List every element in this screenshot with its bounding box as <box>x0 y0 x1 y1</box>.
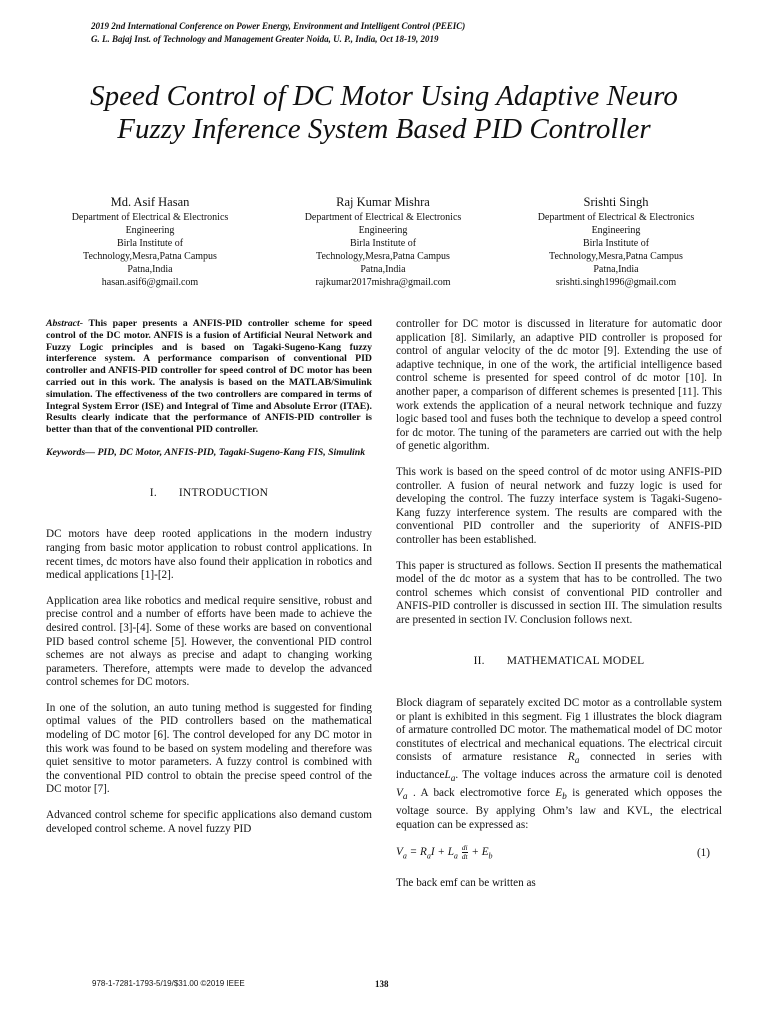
paper-title <box>40 80 728 146</box>
author-institute-cont: Technology,Mesra,Patna Campus <box>83 251 217 262</box>
section-number: I. <box>149 486 157 499</box>
section-heading <box>396 655 722 669</box>
section-number: II. <box>473 655 485 668</box>
math-va: $V_a$ <box>396 787 408 803</box>
author-location: Patna,India <box>127 264 173 275</box>
equation-number: (1) <box>696 846 710 859</box>
math-la: $L_a$ <box>444 769 456 785</box>
author-location: Patna,India <box>360 264 406 275</box>
conference-header <box>91 20 711 46</box>
paragraph: DC motors have deep rooted applications in the modern industry ranging from basic motor application to robust control applications. In recent times, dc motors have also found their application in robotics and medical applications [1]-[2]. <box>46 528 372 582</box>
right-column <box>396 318 722 891</box>
paragraph: This work is based on the speed control of dc motor using ANFIS-PID controller. A fusion of neural network and fuzzy logic is used for developing the control. The fuzzy interface system is Tagaki-Sugeno-Kang fuzzy interference system. The results are compared with the conventional PID controller and the superiority of ANFIS-PID controller has been established. <box>396 465 722 546</box>
math-ra: $R_a$ <box>567 751 580 767</box>
author-institute: Birla Institute of <box>116 238 184 249</box>
section-title: INTRODUCTION <box>178 486 269 499</box>
text-run: . A back electromotive force <box>407 787 556 800</box>
text-run: . The voltage induces across the armature coil is denoted <box>455 769 722 782</box>
author-location: Patna,India <box>593 264 639 275</box>
section-title: MATHEMATICAL MODEL <box>506 655 645 668</box>
author-department: Department of Electrical & Electronics <box>71 212 229 223</box>
author-department-cont: Engineering <box>358 225 408 236</box>
text-run: is generated which opposes the voltage source. By applying Ohm’s law and KVL, the electrical equation can be expressed as: <box>396 787 722 831</box>
author-institute: Birla Institute of <box>349 238 417 249</box>
title-line-1: Speed Control of DC Motor Using Adaptive Neuro <box>90 80 678 112</box>
author-name: Md. Asif Hasan <box>110 195 190 209</box>
keywords-lead: Keywords— <box>46 446 95 458</box>
text-run: Block diagram of separately excited DC motor as a controllable system or plant is exhibited in this segment. Fig 1 illustrates the block diagram of armature controlled DC motor. The mathematical model of DC motor constitutes of electrical and mechanical equations. The electrical circuit consists of armature resistance <box>396 697 722 764</box>
section-heading <box>46 487 372 501</box>
author-department-cont: Engineering <box>125 225 175 236</box>
author-department-cont: Engineering <box>591 225 641 236</box>
author-block <box>278 194 488 289</box>
author-department: Department of Electrical & Electronics <box>537 212 695 223</box>
author-email: srishti.singh1996@gmail.com <box>555 277 677 288</box>
footer-isbn: 978-1-7281-1793-5/19/$31.00 ©2019 IEEE <box>92 979 245 988</box>
paragraph: In one of the solution, an auto tuning method is suggested for finding optimal values of the PID controllers based on the mathematical modeling of DC motor [6]. The control developed for any DC motor in this work was found to be based on system modeling and therefore was quiet sensitive to motor parameters. A fuzzy control is combined with the conventional PID control to obtain the precise speed control of the DC motor [7]. <box>46 701 372 796</box>
text-run: connected in series with inductance <box>396 751 722 782</box>
author-email: hasan.asif6@gmail.com <box>101 277 199 288</box>
equation-body: $V_a = R_aI + L_a$ $\frac{di}{dt}$ + $E_b$ <box>396 843 493 862</box>
page-number: 138 <box>375 979 389 989</box>
paragraph: The back emf can be written as <box>396 877 536 890</box>
author-institute: Birla Institute of <box>582 238 650 249</box>
author-name: Raj Kumar Mishra <box>336 195 430 209</box>
fraction: $\frac{di}{dt}$ <box>461 843 468 862</box>
left-column <box>46 318 372 836</box>
author-department: Department of Electrical & Electronics <box>304 212 462 223</box>
math-eb: $E_b$ <box>555 787 567 803</box>
paragraph: Advanced control scheme for specific applications also demand custom developed control scheme. A novel fuzzy PID <box>46 809 372 835</box>
paragraph: Application area like robotics and medical require sensitive, robust and precise control and a number of efforts have been made to achieve the desired control. [3]-[4]. Some of these works are based on conventional PID based control scheme [5]. However, the conventional PID control schemes are not always as precise and adapt to changing working parameters. Therefore, attempts were made to develop the advanced control schemes for DC motors. <box>46 594 372 689</box>
author-email: rajkumar2017mishra@gmail.com <box>315 277 451 288</box>
paragraph: This paper is structured as follows. Section II presents the mathematical model of the dc motor as a system that has to be controlled. The two control schemes which consist of conventional PID controller and ANFIS-PID controller is discussed in section III. The simulation results are presented in section IV. Conclusion follows next. <box>396 559 722 626</box>
abstract-lead: Abstract- <box>46 318 84 329</box>
paragraph: controller for DC motor is discussed in literature for automatic door application [8]. Similarly, an adaptive PID controller is proposed for control of angular velocity of the dc motor [9]. Extending the use of adaptive technique, in one of the work, the artificial intelligence based control scheme is presented for speed control of dc motor [10]. In another paper, a comparison of different schemes is presented [11]. This work extends the application of a neural network technique and fuzzy logic based tool and fuses both the technique to develop a speed control for dc motor. The tuning of the parameters are carried out with the help of genetic algorithm. <box>396 318 722 453</box>
title-line-2: Fuzzy Inference System Based PID Controller <box>117 113 651 145</box>
keywords <box>46 447 372 459</box>
author-name: Srishti Singh <box>583 195 649 209</box>
abstract <box>46 318 372 436</box>
author-institute-cont: Technology,Mesra,Patna Campus <box>316 251 450 262</box>
equation-1 <box>396 844 722 863</box>
conference-line-2: G. L. Bajaj Inst. of Technology and Management Greater Noida, U. P., India, Oct 18-19, 2019 <box>91 34 439 44</box>
author-institute-cont: Technology,Mesra,Patna Campus <box>549 251 683 262</box>
author-block <box>511 194 721 289</box>
paragraph <box>396 697 722 832</box>
conference-line-1: 2019 2nd International Conference on Power Energy, Environment and Intelligent Control (PEEIC) <box>91 21 466 31</box>
author-block <box>45 194 255 289</box>
keywords-text: PID, DC Motor, ANFIS-PID, Tagaki-Sugeno-Kang FIS, Simulink <box>95 446 366 458</box>
abstract-text: This paper presents a ANFIS-PID controller scheme for speed control of the DC motor. ANFIS is a fusion of Artificial Neural Network and Fuzzy Logic principles and is based on Tagaki-Sugeno-Kang fuzzy interference system. A performance comparison of conventional PID controller and ANFIS-PID controller for speed control of DC motor has been carried out in this work. The analysis is based on the MATLAB/Simulink simulation. The effectiveness of the two controllers are compared in terms of Integral System Error (ISE) and Integral of Time and Absolute Error (ITAE). Results clearly indicate that the performance of ANFIS-PID controller is better than that of the conventional PID controller. <box>46 318 372 436</box>
